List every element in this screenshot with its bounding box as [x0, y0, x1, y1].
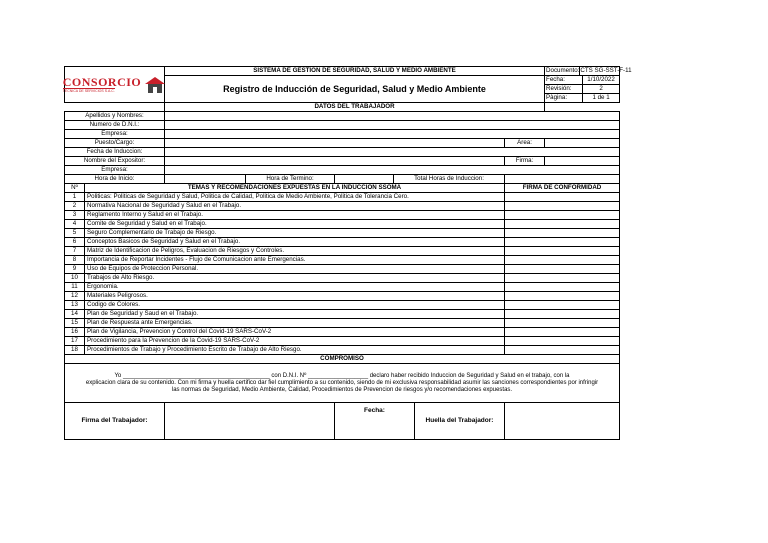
topic-row [65, 220, 620, 229]
logo-subtitle: TÉCNICA DE SERVICIOS S.A.C. [62, 89, 115, 93]
topic-text: Plan de Seguridad y Saud en el Trabajo. [85, 310, 505, 319]
compromiso-text [65, 364, 620, 403]
label-dni: Numero de D.N.I.: [65, 121, 165, 130]
topic-number: 13 [65, 301, 85, 310]
topic-signature-field[interactable] [505, 265, 620, 274]
field-hora-termino[interactable] [335, 175, 505, 184]
topic-text: Matriz de Identificacion de Peligros, Evaluacion de Riesgos y Controles. [85, 247, 505, 256]
field-firma-trabajador[interactable] [165, 403, 335, 440]
meta-label-revision: Revisión: [545, 85, 583, 93]
field-puesto[interactable] [165, 139, 505, 148]
topic-text: Ergonomia. [85, 283, 505, 292]
topics-col-title: TEMAS Y RECOMENDACIONES EXPUESTAS EN LA INDUCCION SSOMA [85, 184, 505, 193]
topic-row [65, 247, 620, 256]
label-fecha-firma: Fecha: [335, 403, 415, 440]
field-hora-inicio[interactable] [165, 175, 335, 184]
topic-row [65, 238, 620, 247]
topic-number: 4 [65, 220, 85, 229]
topic-text: Procedimiento para la Prevencion de la Covid-19 SARS-CoV-2 [85, 337, 505, 346]
field-area[interactable] [545, 139, 620, 148]
company-logo [62, 67, 165, 103]
meta-value-revision: 2 [599, 85, 603, 92]
topic-signature-field[interactable] [505, 301, 620, 310]
topic-number: 7 [65, 247, 85, 256]
topic-number: 2 [65, 202, 85, 211]
topic-signature-field[interactable] [505, 202, 620, 211]
topic-signature-field[interactable] [505, 193, 620, 202]
topic-signature-field[interactable] [505, 256, 620, 265]
label-firma: Firma: [505, 157, 545, 166]
topic-text: Conceptos Basicos de Seguridad y Salud en el Trabajo. [85, 238, 505, 247]
topics-col-firma: FIRMA DE CONFORMIDAD [505, 184, 620, 193]
topic-row [65, 211, 620, 220]
topic-signature-field[interactable] [505, 346, 620, 355]
meta-value-documento: CTS SG-SST-F-11 [580, 67, 632, 74]
topic-signature-field[interactable] [505, 328, 620, 337]
field-apellidos[interactable] [165, 112, 620, 121]
field-firma-expositor[interactable] [545, 157, 620, 166]
topic-text: Importancia de Reportar Incidentes - Flujo de Comunicacion ante Emergencias. [85, 256, 505, 265]
topic-signature-field[interactable] [505, 310, 620, 319]
topic-number: 3 [65, 211, 85, 220]
topic-row [65, 310, 620, 319]
compromiso-line-2: explicacion clara de su contenido. Con mi firma y huella certifico dar fiel cumplimiento a su contenido, siendo de mi exclusiva responsabilidad asumir las sanciones correspondientes por infringir [85, 379, 599, 386]
topic-text: Reglamento Interno y Salud en el Trabajo. [85, 211, 505, 220]
topic-text: Comite de Seguridad y Salud en el Trabajo. [85, 220, 505, 229]
topic-text: Uso de Equipos de Proteccion Personal. [85, 265, 505, 274]
topic-number: 16 [65, 328, 85, 337]
label-expositor: Nombre del Expositor: [65, 157, 165, 166]
topic-text: Plan de Vigilancia, Prevencion y Control del Covid-19 SARS-CoV-2 [85, 328, 505, 337]
meta-label-pagina: Pàgina: [545, 94, 583, 102]
compromiso-line-3: las normas de Seguridad, Medio Ambiente, Calidad, Procedimientos de Prevencion de riesgos y/o recomendaciones expuestas. [171, 386, 513, 393]
label-apellidos: Apellidos y Nombres: [65, 112, 165, 121]
doc-meta-label [545, 67, 632, 76]
meta-value-fecha: 1/10/2022 [587, 76, 615, 83]
topic-signature-field[interactable] [505, 283, 620, 292]
topic-number: 6 [65, 238, 85, 247]
topic-number: 8 [65, 256, 85, 265]
topic-text: Normativa Nacional de Seguridad y Salud en el Trabajo. [85, 202, 505, 211]
topic-signature-field[interactable] [505, 274, 620, 283]
topic-text: Trabajos de Alto Riesgo. [85, 274, 505, 283]
topic-text: Materiales Peligrosos. [85, 292, 505, 301]
field-fecha-induccion[interactable] [165, 148, 620, 157]
topic-row [65, 283, 620, 292]
topic-signature-field[interactable] [505, 220, 620, 229]
induction-form [62, 66, 632, 440]
label-huella: Huella del Trabajador: [415, 403, 505, 440]
topics-col-num: Nº [65, 184, 85, 193]
topic-text: Codigo de Colores. [85, 301, 505, 310]
topic-text: Plan de Respuesta ante Emergencias. [85, 319, 505, 328]
topic-signature-field[interactable] [505, 337, 620, 346]
meta-label-fecha: Fecha: [545, 76, 583, 84]
topic-row [65, 274, 620, 283]
label-puesto: Puesto/Cargo: [65, 139, 165, 148]
topic-number: 10 [65, 274, 85, 283]
label-empresa: Empresa: [65, 130, 165, 139]
logo-name: CONSORCIO [62, 75, 142, 89]
topic-number: 12 [65, 292, 85, 301]
label-firma-trabajador: Firma del Trabajador: [65, 403, 165, 440]
label-empresa-2: Empresa: [65, 166, 165, 175]
topic-text: Procedimientos de Trabajo y Procedimiento Escrito de Trabajo de Alto Riesgo. [85, 346, 505, 355]
topic-number: 11 [65, 283, 85, 292]
topic-row [65, 202, 620, 211]
topic-row [65, 301, 620, 310]
topic-row [65, 319, 620, 328]
form-title: Registro de Inducción de Seguridad, Salud y Medio Ambiente [165, 76, 545, 103]
field-expositor[interactable] [165, 157, 505, 166]
compromiso-table [64, 355, 620, 440]
topic-text: Politicas: Politicas de Seguridad y Salud, Politica de Calidad, Politica de Medio Ambiente, Politica de Tolerancia Cero. [85, 193, 505, 202]
topic-row [65, 265, 620, 274]
topic-row [65, 328, 620, 337]
field-huella[interactable] [505, 403, 620, 440]
field-dni[interactable] [165, 121, 620, 130]
topic-number: 5 [65, 229, 85, 238]
meta-value-pagina: 1 de 1 [592, 94, 610, 101]
field-total-horas[interactable] [505, 175, 620, 184]
compromiso-title: COMPROMISO [65, 355, 620, 364]
worker-section-title: DATOS DEL TRABAJADOR [165, 103, 545, 112]
topic-row [65, 193, 620, 202]
label-area: Area: [505, 139, 545, 148]
topic-row [65, 337, 620, 346]
meta-label-documento: Documento: [546, 67, 580, 74]
topic-number: 14 [65, 310, 85, 319]
topic-row [65, 256, 620, 265]
topic-number: 1 [65, 193, 85, 202]
field-empresa[interactable] [165, 130, 620, 139]
topic-signature-field[interactable] [505, 238, 620, 247]
topic-row [65, 292, 620, 301]
topic-number: 17 [65, 337, 85, 346]
topic-signature-field[interactable] [505, 292, 620, 301]
label-hora-inicio: Hora de Inicio: [65, 175, 165, 184]
topic-row [65, 229, 620, 238]
label-hora-termino: Hora de Termino: [245, 175, 334, 183]
form-table [62, 66, 632, 193]
topic-number: 15 [65, 319, 85, 328]
topic-number: 9 [65, 265, 85, 274]
topic-text: Seguro Complementario de Trabajo de Riesgo. [85, 229, 505, 238]
topic-signature-field[interactable] [505, 211, 620, 220]
topic-signature-field[interactable] [505, 247, 620, 256]
topic-signature-field[interactable] [505, 319, 620, 328]
compromiso-line-1: Yo ____________________________________________ con D.N.I. Nº __________________ declaro haber recibido Induccion de Seguridad y Salud en el trabajo, con la [114, 372, 570, 379]
system-title: SISTEMA DE GESTION DE SEGURIDAD, SALUD Y MEDIO AMBIENTE [165, 67, 545, 76]
topic-number: 18 [65, 346, 85, 355]
label-fecha-induccion: Fecha de Induccion: [65, 148, 165, 157]
topic-row [65, 346, 620, 355]
topics-table [64, 193, 620, 355]
label-total-horas: Total Horas de Induccion: [393, 175, 504, 183]
building-icon [144, 76, 166, 94]
field-empresa-2[interactable] [165, 166, 620, 175]
topic-signature-field[interactable] [505, 229, 620, 238]
